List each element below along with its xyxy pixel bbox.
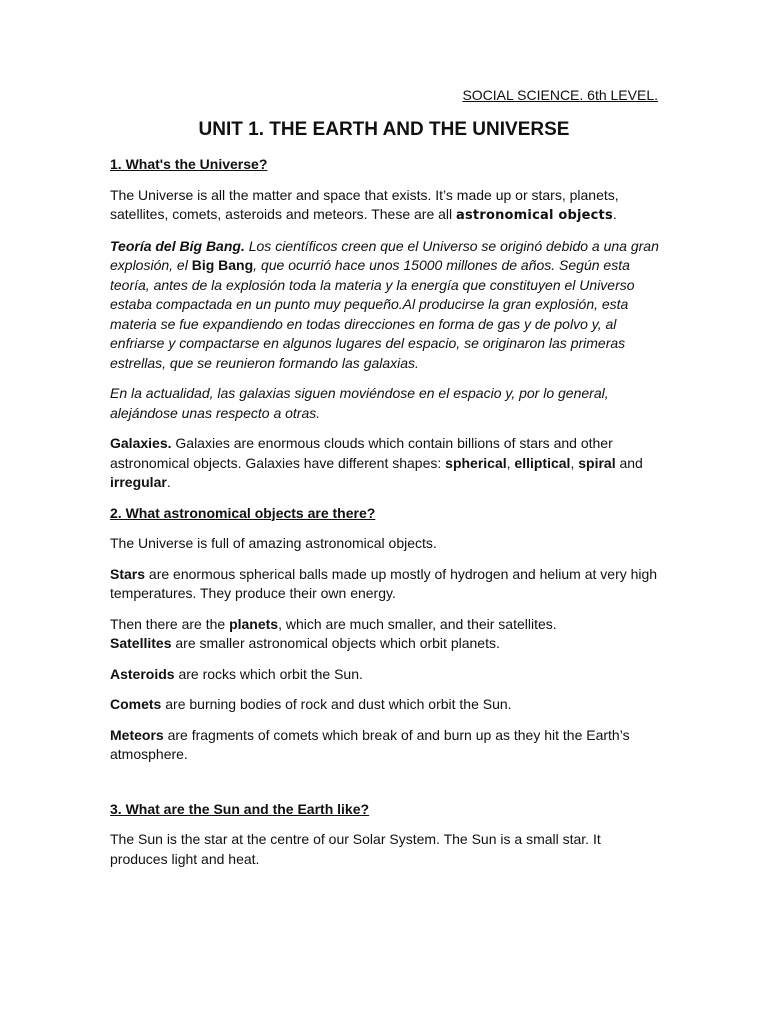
text-run: , que ocurrió hace unos 15000 millones de años. Según esta teoría, antes de la explosión toda la materia y la energía que constituyen el Universo estaba compactada en un punto muy pequeño.Al producirse la gran explosión, esta materia se fue expandiendo en todas direcciones en forma de gas y de polvo y, al enfriarse y compactarse en algunos lugares del espacio, se originaron las primeras estrellas, que se reunieron formando las galaxias. xyxy=(110,257,635,371)
term-elliptical: elliptical xyxy=(514,454,571,471)
term-stars: Stars xyxy=(110,565,146,582)
text-run: Then there are the xyxy=(110,615,230,632)
term-galaxies: Galaxies. xyxy=(110,435,172,451)
term-astronomical-objects: astronomical objects xyxy=(456,208,613,223)
meteors-paragraph xyxy=(110,726,662,765)
galaxies-paragraph xyxy=(110,434,662,493)
term-spiral: spiral xyxy=(578,454,616,471)
objects-intro-paragraph: The Universe is full of amazing astronomical objects. xyxy=(110,535,437,551)
term-comets: Comets xyxy=(110,696,162,712)
big-bang-paragraph xyxy=(110,237,662,374)
page-title: UNIT 1. THE EARTH AND THE UNIVERSE xyxy=(198,119,570,140)
section-2-heading: 2. What astronomical objects are there? xyxy=(110,504,376,521)
term-planets: planets xyxy=(229,615,279,632)
text-run: . xyxy=(166,474,171,490)
sun-paragraph: The Sun is the star at the centre of our Solar System. The Sun is a small star. It produces light and heat. xyxy=(110,831,601,867)
text-run: are fragments of comets which break of and burn up as they hit the Earth’s atmosphere. xyxy=(110,726,630,762)
section-spacer xyxy=(110,776,662,800)
term-big-bang-theory: Teoría del Big Bang. xyxy=(110,237,245,254)
text-run: . xyxy=(612,206,617,222)
text-run: The Universe is all the matter and space that exists. It’s made up or stars, planets, satellites, comets, asteroids and meteors. These are all xyxy=(110,186,619,222)
text-run: Galaxies are enormous clouds which contain billions of stars and other astronomical objects. Galaxies have different shapes: xyxy=(110,435,613,471)
document-body xyxy=(110,155,662,880)
term-irregular: irregular xyxy=(110,474,167,490)
text-run: are smaller astronomical objects which orbit planets. xyxy=(171,635,500,651)
page-header: SOCIAL SCIENCE. 6th LEVEL. xyxy=(462,87,658,103)
galaxies-spanish-paragraph: En la actualidad, las galaxias siguen moviéndose en el espacio y, por lo general, alejándose unas respecto a otras. xyxy=(110,385,609,421)
asteroids-paragraph xyxy=(110,665,662,685)
text-run: , which are much smaller, and their satellites. xyxy=(278,615,557,632)
term-spherical: spherical xyxy=(445,454,507,471)
universe-definition-paragraph xyxy=(110,186,662,226)
section-3-heading: 3. What are the Sun and the Earth like? xyxy=(110,800,370,817)
planets-paragraph xyxy=(110,615,662,654)
term-asteroids: Asteroids xyxy=(110,665,175,682)
text-run: are enormous spherical balls made up mostly of hydrogen and helium at very high temperatures. They produce their own energy. xyxy=(110,565,658,601)
text-run: and xyxy=(615,454,643,471)
section-1-heading: 1. What's the Universe? xyxy=(110,156,268,172)
text-run: are rocks which orbit the Sun. xyxy=(174,665,363,682)
text-run: , xyxy=(570,454,579,471)
text-run: Los científicos creen que el Universo se originó debido a una gran explosión, el xyxy=(110,237,659,273)
comets-paragraph xyxy=(110,695,662,715)
term-big-bang: Big Bang xyxy=(191,257,254,273)
term-satellites: Satellites xyxy=(110,635,172,651)
stars-paragraph xyxy=(110,565,662,604)
term-meteors: Meteors xyxy=(110,726,164,743)
text-run: , xyxy=(506,454,515,471)
text-run: are burning bodies of rock and dust which orbit the Sun. xyxy=(161,696,512,712)
